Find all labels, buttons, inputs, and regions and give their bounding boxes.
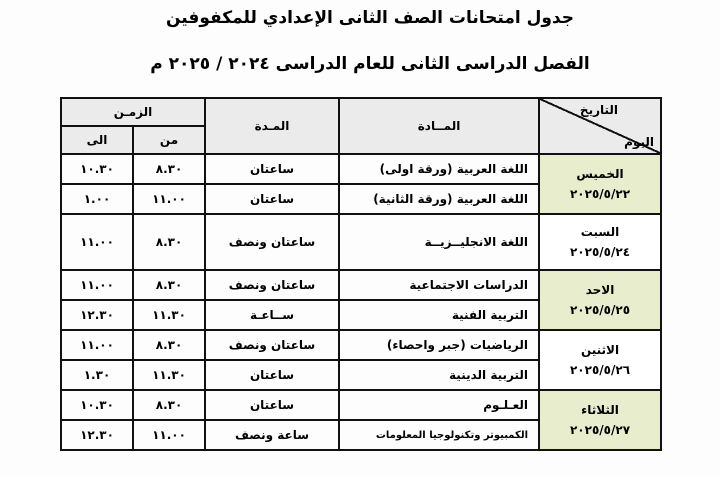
day-name: الثلاثاء	[581, 403, 619, 417]
duration-cell: ساعتان	[205, 390, 339, 420]
table-row	[61, 154, 661, 184]
duration-cell: ساعتان	[205, 360, 339, 390]
subject-cell: التربية الدينية	[339, 360, 539, 390]
time-header: الزمـن	[61, 98, 205, 126]
day-date: ٢٠٢٥/٥/٢٤	[569, 245, 631, 259]
day-name: الاحد	[585, 283, 615, 297]
to-cell: ١١.٠٠	[61, 214, 133, 270]
to-cell: ١١.٠٠	[61, 270, 133, 300]
to-cell: ١٢.٣٠	[61, 420, 133, 450]
day-date: ٢٠٢٥/٥/٢٥	[569, 303, 631, 317]
duration-cell: ساعتان	[205, 184, 339, 214]
from-cell: ٨.٣٠	[133, 154, 205, 184]
day-cell	[539, 154, 661, 214]
to-cell: ١٢.٣٠	[61, 300, 133, 330]
day-date: ٢٠٢٥/٥/٢٦	[569, 363, 631, 377]
from-cell: ٨.٣٠	[133, 390, 205, 420]
subject-cell: الرياضيات (جبر واحصاء)	[339, 330, 539, 360]
duration-header: المـدة	[205, 98, 339, 154]
subject-cell: العـلـوم	[339, 390, 539, 420]
duration-cell: ساعتان	[205, 154, 339, 184]
to-header: الى	[61, 126, 133, 154]
day-name: الاثنين	[580, 343, 620, 357]
to-cell: ١٠.٣٠	[61, 390, 133, 420]
day-cell	[539, 270, 661, 330]
day-date: ٢٠٢٥/٥/٢٢	[569, 187, 631, 201]
date-day-header	[539, 98, 661, 154]
from-cell: ٨.٣٠	[133, 214, 205, 270]
day-name: السبت	[580, 225, 620, 239]
duration-cell: ســاعـة	[205, 300, 339, 330]
from-cell: ٨.٣٠	[133, 270, 205, 300]
from-cell: ١١.٠٠	[133, 420, 205, 450]
duration-cell: ساعتان ونصف	[205, 330, 339, 360]
day-header: اليوم	[624, 135, 655, 149]
day-cell	[539, 390, 661, 450]
page-title: جدول امتحانات الصف الثانى الإعدادي للمكفوفين	[166, 8, 574, 28]
to-cell: ١.٠٠	[61, 184, 133, 214]
subject-cell: اللغة العربية (ورقة الثانية)	[339, 184, 539, 214]
from-cell: ١١.٣٠	[133, 360, 205, 390]
to-cell: ١١.٠٠	[61, 330, 133, 360]
from-header: من	[133, 126, 205, 154]
day-name: الخميس	[576, 167, 624, 181]
date-header: التاريخ	[579, 103, 619, 117]
subject-cell: الدراسات الاجتماعية	[339, 270, 539, 300]
exam-schedule-table	[60, 97, 662, 451]
subject-header: المــادة	[339, 98, 539, 154]
day-cell	[539, 214, 661, 270]
table-row	[61, 330, 661, 360]
page-subtitle: الفصل الدراسى الثانى للعام الدراسى ٢٠٢٤ / ٢٠٢٥ م	[150, 54, 590, 74]
subject-cell: اللغة العربية (ورقة اولى)	[339, 154, 539, 184]
from-cell: ١١.٣٠	[133, 300, 205, 330]
to-cell: ١.٣٠	[61, 360, 133, 390]
table-row	[61, 390, 661, 420]
day-cell	[539, 330, 661, 390]
to-cell: ١٠.٣٠	[61, 154, 133, 184]
duration-cell: ساعة ونصف	[205, 420, 339, 450]
day-date: ٢٠٢٥/٥/٢٧	[569, 423, 631, 437]
table-row	[61, 214, 661, 270]
from-cell: ١١.٠٠	[133, 184, 205, 214]
duration-cell: ساعتان ونصف	[205, 214, 339, 270]
subject-cell: التربية الفنية	[339, 300, 539, 330]
duration-cell: ساعتان ونصف	[205, 270, 339, 300]
table-row	[61, 270, 661, 300]
from-cell: ٨.٣٠	[133, 330, 205, 360]
subject-cell: الكمبيوتر وتكنولوجيا المعلومات	[339, 420, 539, 450]
subject-cell: اللغة الانجليــزيــة	[339, 214, 539, 270]
